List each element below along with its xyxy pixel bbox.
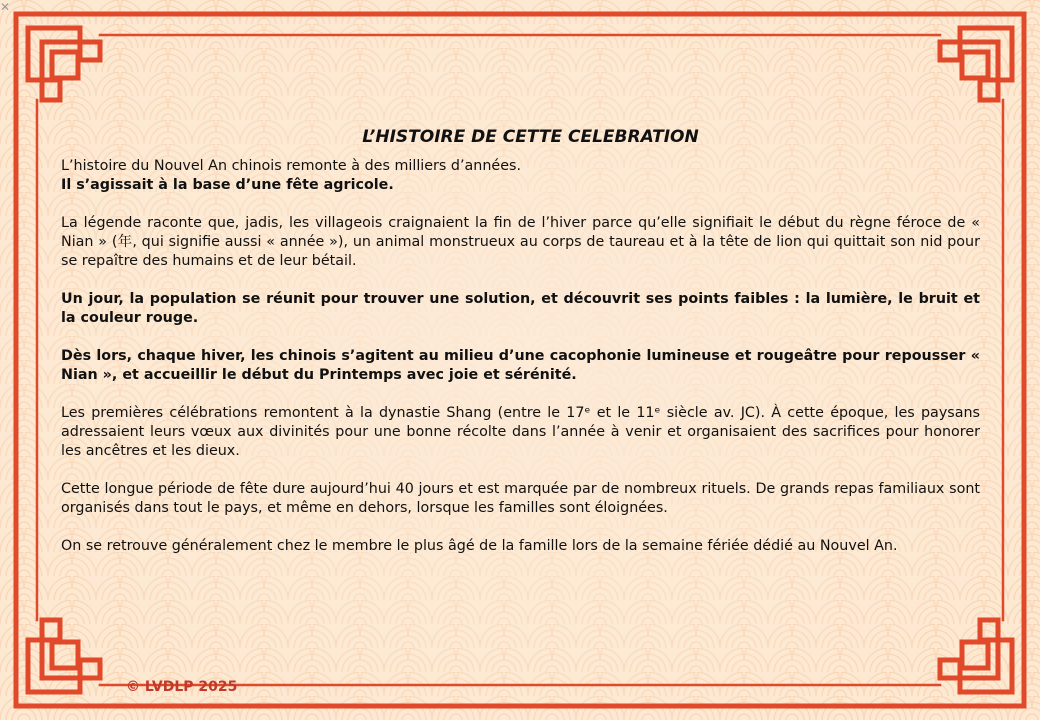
paragraph-family: On se retrouve généralement chez le membre le plus âgé de la famille lors de la semaine fériée dédié au Nouvel An.: [61, 538, 898, 554]
page-title: L’HISTOIRE DE CETTE CELEBRATION: [362, 127, 699, 147]
paragraph-intro: [61, 157, 980, 195]
intro-line: L’histoire du Nouvel An chinois remonte à des milliers d’années.: [61, 158, 522, 174]
copyright-text: © LVDLP 2025: [126, 679, 238, 695]
paragraph-solution: Un jour, la population se réunit pour trouver une solution, et découvrit ses points faibles : la lumière, le bruit et la couleur rouge.: [61, 291, 980, 326]
paragraph-winter: Dès lors, chaque hiver, les chinois s’agitent au milieu d’une cacophonie lumineuse et rougeâtre pour repousser « Nian », et accueillir le début du Printemps avec joie et sérénité.: [61, 348, 980, 383]
paragraph-shang: Les premières célébrations remontent à la dynastie Shang (entre le 17ᵉ et le 11ᵉ siècle av. JC). À cette époque, les paysans adressaient leurs vœux aux divinités pour une bonne récolte dans l’année à venir et organisaient des sacrifices pour honorer les ancêtres et les dieux.: [61, 405, 980, 459]
paragraph-legend: La légende raconte que, jadis, les villageois craignaient la fin de l’hiver parce qu’elle signifiait le début du règne féroce de « Nian » (年, qui signifie aussi « année »), un animal monstrueux au corps de taureau et à la tête de lion qui quittait son nid pour se repaître des humains et de leur bétail.: [61, 215, 980, 269]
intro-bold-line: Il s’agissait à la base d’une fête agricole.: [61, 177, 394, 193]
document-body: [61, 126, 980, 556]
close-icon: ✕: [0, 0, 11, 14]
paragraph-rituals: Cette longue période de fête dure aujourd’hui 40 jours et est marquée par de nombreux rituels. De grands repas familiaux sont organisés dans tout le pays, et même en dehors, lorsque les familles sont éloignées.: [61, 481, 980, 516]
